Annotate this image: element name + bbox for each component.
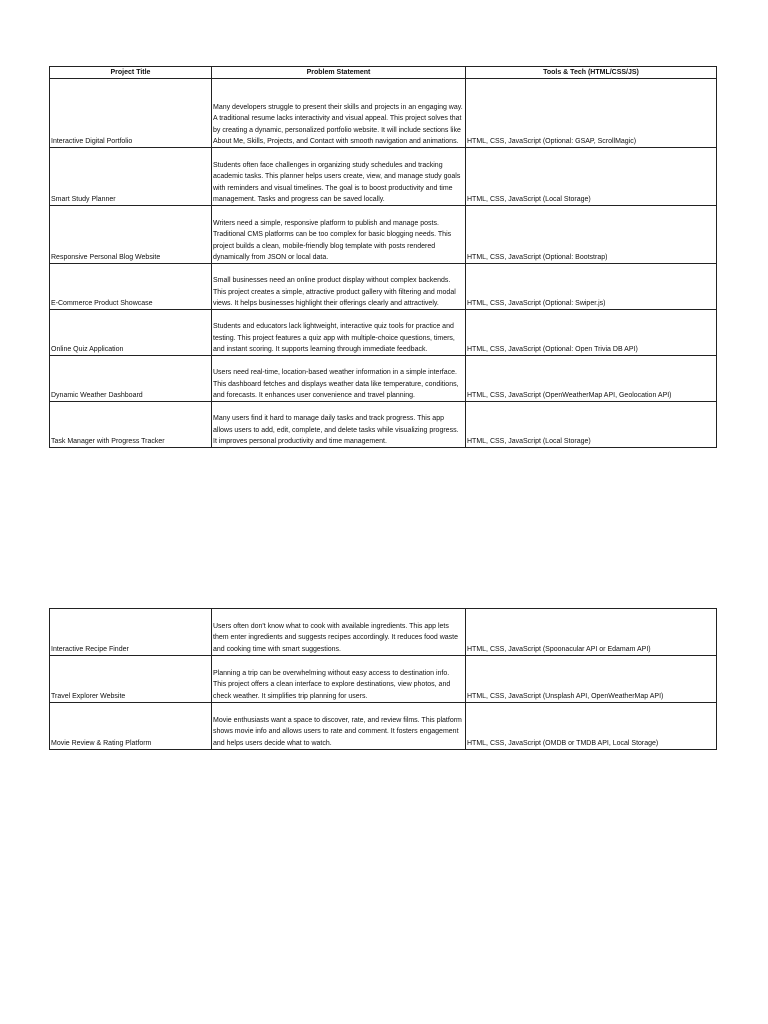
problem-statement-cell: Students and educators lack lightweight, interactive quiz tools for practice and testing. This project features a quiz app with multiple-choice questions, timers, and instant scoring. It supports learning through immediate feedback.	[212, 310, 466, 356]
project-title-cell: Dynamic Weather Dashboard	[50, 356, 212, 402]
tools-cell: HTML, CSS, JavaScript (Optional: GSAP, ScrollMagic)	[466, 79, 717, 148]
problem-statement-cell: Writers need a simple, responsive platform to publish and manage posts. Traditional CMS platforms can be too complex for basic blogging needs. This project builds a clean, mobile-friendly blog template with posts rendered dynamically from JSON or local data.	[212, 206, 466, 264]
table-row	[50, 356, 717, 402]
problem-statement-cell: Planning a trip can be overwhelming without easy access to destination info. This project offers a clean interface to explore destinations, view photos, and check weather. It simplifies trip planning for users.	[212, 656, 466, 703]
header-row	[50, 67, 717, 79]
tools-cell: HTML, CSS, JavaScript (Optional: Bootstrap)	[466, 206, 717, 264]
table-row	[50, 148, 717, 206]
project-title-cell: Responsive Personal Blog Website	[50, 206, 212, 264]
problem-statement-cell: Many users find it hard to manage daily tasks and track progress. This app allows users to add, edit, complete, and delete tasks while visualizing progress. It improves personal productivity and time management.	[212, 402, 466, 448]
header-tools-tech: Tools & Tech (HTML/CSS/JS)	[466, 67, 717, 79]
project-title-cell: Interactive Digital Portfolio	[50, 79, 212, 148]
projects-table-part-2	[49, 608, 717, 750]
projects-table-part-1	[49, 66, 717, 448]
problem-statement-cell: Users need real-time, location-based weather information in a simple interface. This dashboard fetches and displays weather data like temperature, conditions, and forecasts. It enhances user convenience and travel planning.	[212, 356, 466, 402]
tools-cell: HTML, CSS, JavaScript (Local Storage)	[466, 148, 717, 206]
table-row	[50, 609, 717, 656]
tools-cell: HTML, CSS, JavaScript (Spoonacular API or Edamam API)	[466, 609, 717, 656]
problem-statement-cell: Students often face challenges in organizing study schedules and tracking academic tasks. This planner helps users create, view, and manage study goals with reminders and visual timelines. The goal is to boost productivity and time management. Tasks and progress can be saved locally.	[212, 148, 466, 206]
header-project-title: Project Title	[50, 67, 212, 79]
table-row	[50, 310, 717, 356]
tools-cell: HTML, CSS, JavaScript (Optional: Swiper.js)	[466, 264, 717, 310]
tools-cell: HTML, CSS, JavaScript (Local Storage)	[466, 402, 717, 448]
project-title-cell: E-Commerce Product Showcase	[50, 264, 212, 310]
project-title-cell: Movie Review & Rating Platform	[50, 703, 212, 750]
problem-statement-cell: Users often don't know what to cook with available ingredients. This app lets them enter ingredients and suggests recipes accordingly. It reduces food waste and cooking time with smart suggestions.	[212, 609, 466, 656]
project-title-cell: Task Manager with Progress Tracker	[50, 402, 212, 448]
problem-statement-cell: Small businesses need an online product display without complex backends. This project creates a simple, attractive product gallery with filtering and modal views. It helps businesses highlight their offerings clearly and attractively.	[212, 264, 466, 310]
tools-cell: HTML, CSS, JavaScript (OpenWeatherMap API, Geolocation API)	[466, 356, 717, 402]
project-title-cell: Online Quiz Application	[50, 310, 212, 356]
table-row	[50, 656, 717, 703]
table-row	[50, 703, 717, 750]
project-title-cell: Interactive Recipe Finder	[50, 609, 212, 656]
problem-statement-cell: Many developers struggle to present their skills and projects in an engaging way. A traditional resume lacks interactivity and visual appeal. This project solves that by creating a dynamic, personalized portfolio website. It will include sections like About Me, Skills, Projects, and Contact with smooth navigation and animations.	[212, 79, 466, 148]
table-row	[50, 264, 717, 310]
tools-cell: HTML, CSS, JavaScript (OMDB or TMDB API, Local Storage)	[466, 703, 717, 750]
table-row	[50, 79, 717, 148]
project-title-cell: Smart Study Planner	[50, 148, 212, 206]
tools-cell: HTML, CSS, JavaScript (Unsplash API, OpenWeatherMap API)	[466, 656, 717, 703]
table-row	[50, 206, 717, 264]
header-problem-statement: Problem Statement	[212, 67, 466, 79]
table-row	[50, 402, 717, 448]
project-title-cell: Travel Explorer Website	[50, 656, 212, 703]
tools-cell: HTML, CSS, JavaScript (Optional: Open Trivia DB API)	[466, 310, 717, 356]
problem-statement-cell: Movie enthusiasts want a space to discover, rate, and review films. This platform shows movie info and allows users to rate and comment. It fosters engagement and helps users decide what to watch.	[212, 703, 466, 750]
